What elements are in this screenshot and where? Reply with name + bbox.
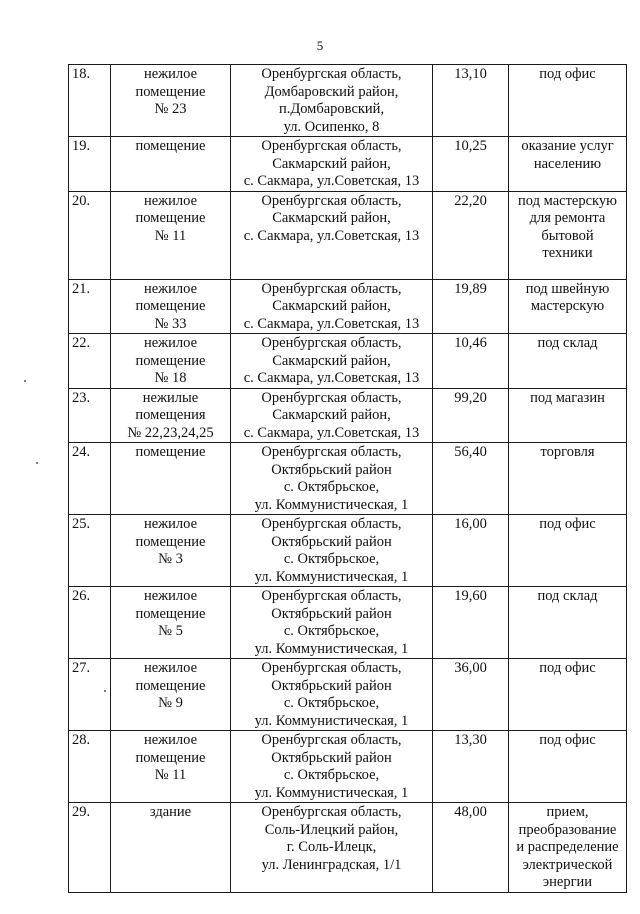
object-address-line: с. Сакмара, ул.Советская, 13 bbox=[243, 315, 420, 332]
property-table-body bbox=[69, 65, 627, 893]
object-address-line: с. Сакмара, ул.Советская, 13 bbox=[243, 227, 420, 244]
table-row bbox=[69, 191, 627, 279]
object-address-line: Оренбургская область, bbox=[261, 732, 402, 748]
table-row bbox=[69, 279, 627, 334]
scan-speck bbox=[36, 462, 38, 464]
object-area: 22,20 bbox=[433, 191, 509, 279]
object-type-line: помещение bbox=[135, 210, 206, 226]
row-number: 23. bbox=[69, 388, 111, 443]
object-type-line: помещение bbox=[135, 138, 206, 154]
object-address-line: с. Октябрьское, bbox=[283, 695, 380, 711]
object-address-line: Октябрьский район bbox=[271, 461, 392, 478]
object-address-line: Октябрьский район bbox=[271, 533, 392, 550]
object-address-line: с. Сакмара, ул.Советская, 13 bbox=[243, 370, 420, 386]
object-address bbox=[231, 191, 433, 279]
object-type-line: помещение bbox=[135, 352, 206, 369]
object-type bbox=[111, 659, 231, 731]
object-type bbox=[111, 587, 231, 659]
row-number: 24. bbox=[69, 443, 111, 515]
object-purpose bbox=[509, 659, 627, 731]
row-number: 22. bbox=[69, 334, 111, 389]
object-type-line: помещение bbox=[135, 298, 206, 314]
row-number: 26. bbox=[69, 587, 111, 659]
object-address-line: Оренбургская область, bbox=[261, 588, 402, 604]
object-area: 48,00 bbox=[433, 803, 509, 893]
object-address-line: Оренбургская область, bbox=[261, 335, 402, 351]
object-address-line: Октябрьский район bbox=[271, 749, 392, 766]
table-row bbox=[69, 388, 627, 443]
object-address-line: ул. Коммунистическая, 1 bbox=[254, 712, 409, 729]
object-address bbox=[231, 388, 433, 443]
object-address-line: с. Октябрьское, bbox=[283, 479, 380, 495]
object-type-line: № 22,23,24,25 bbox=[127, 424, 214, 441]
object-purpose bbox=[509, 191, 627, 279]
object-address-line: с. Сакмара, ул.Советская, 13 bbox=[243, 424, 420, 441]
object-address bbox=[231, 334, 433, 389]
object-purpose bbox=[509, 388, 627, 443]
object-address-line: ул. Коммунистическая, 1 bbox=[254, 640, 409, 657]
object-type-line: нежилое bbox=[143, 588, 198, 604]
object-address-line: с. Октябрьское, bbox=[283, 623, 380, 639]
row-number: 18. bbox=[69, 65, 111, 137]
scan-speck bbox=[104, 690, 106, 692]
object-type-line: № 18 bbox=[154, 370, 187, 386]
object-type-line: нежилое bbox=[143, 280, 198, 297]
object-area: 13,30 bbox=[433, 731, 509, 803]
object-address-line: ул. Коммунистическая, 1 bbox=[254, 568, 409, 585]
object-type-line: помещение bbox=[135, 533, 206, 550]
object-purpose-line: под мастерскую bbox=[518, 192, 617, 209]
object-type-line: нежилое bbox=[143, 660, 198, 676]
object-purpose-line: под склад bbox=[537, 588, 598, 604]
object-area: 36,00 bbox=[433, 659, 509, 731]
object-address-line: с. Октябрьское, bbox=[283, 551, 380, 567]
object-purpose-line: под швейную bbox=[525, 280, 610, 297]
object-type-line: помещения bbox=[135, 407, 206, 423]
object-type-line: помещение bbox=[135, 444, 206, 460]
object-address-line: Оренбургская область, bbox=[261, 444, 402, 460]
object-type-line: нежилые bbox=[142, 389, 199, 406]
table-row bbox=[69, 515, 627, 587]
object-purpose-line: торговля bbox=[540, 444, 595, 460]
object-address-line: Сакмарский район, bbox=[272, 155, 391, 172]
object-address-line: ул. Осипенко, 8 bbox=[283, 118, 380, 135]
object-type-line: нежилое bbox=[143, 732, 198, 748]
object-address-line: г. Соль-Илецк, bbox=[286, 839, 377, 855]
object-purpose-line: и распределение bbox=[516, 839, 619, 855]
object-purpose-line: под офис bbox=[539, 66, 596, 82]
object-type-line: помещение bbox=[135, 749, 206, 766]
object-type bbox=[111, 334, 231, 389]
object-type bbox=[111, 137, 231, 192]
object-purpose-line: техники bbox=[542, 245, 593, 261]
object-type bbox=[111, 515, 231, 587]
object-type-line: № 11 bbox=[154, 767, 187, 783]
object-purpose-line: преобразование bbox=[518, 821, 617, 838]
row-number: 20. bbox=[69, 191, 111, 279]
object-area: 99,20 bbox=[433, 388, 509, 443]
table-row bbox=[69, 334, 627, 389]
object-address-line: Оренбургская область, bbox=[261, 280, 402, 297]
object-type bbox=[111, 191, 231, 279]
object-type bbox=[111, 803, 231, 893]
object-purpose bbox=[509, 515, 627, 587]
object-address-line: Сакмарский район, bbox=[272, 407, 391, 423]
object-purpose bbox=[509, 587, 627, 659]
object-type-line: № 33 bbox=[154, 315, 187, 332]
object-address-line: ул. Коммунистическая, 1 bbox=[254, 496, 409, 513]
object-type-line: № 11 bbox=[154, 227, 187, 244]
object-purpose bbox=[509, 803, 627, 893]
object-type-line: № 9 bbox=[158, 695, 183, 711]
row-number: 27. bbox=[69, 659, 111, 731]
object-address bbox=[231, 515, 433, 587]
object-type-line: нежилое bbox=[143, 335, 198, 351]
object-address-line: Оренбургская область, bbox=[261, 192, 402, 209]
object-address-line: с. Октябрьское, bbox=[283, 767, 380, 783]
object-address-line: с. Сакмара, ул.Советская, 13 bbox=[243, 173, 420, 189]
object-type-line: № 5 bbox=[158, 623, 183, 639]
object-purpose-line: под офис bbox=[539, 660, 596, 676]
table-row bbox=[69, 731, 627, 803]
table-row bbox=[69, 803, 627, 893]
object-purpose bbox=[509, 443, 627, 515]
object-purpose-line: под офис bbox=[539, 516, 596, 532]
object-type-line: помещение bbox=[135, 83, 206, 100]
object-area: 16,00 bbox=[433, 515, 509, 587]
object-type bbox=[111, 731, 231, 803]
object-type-line: № 3 bbox=[158, 551, 183, 567]
object-purpose bbox=[509, 334, 627, 389]
object-purpose bbox=[509, 731, 627, 803]
object-address-line: Оренбургская область, bbox=[261, 389, 402, 406]
table-row bbox=[69, 587, 627, 659]
row-number: 25. bbox=[69, 515, 111, 587]
object-area: 10,46 bbox=[433, 334, 509, 389]
object-address bbox=[231, 587, 433, 659]
object-type bbox=[111, 65, 231, 137]
object-area: 56,40 bbox=[433, 443, 509, 515]
object-purpose-line: мастерскую bbox=[530, 298, 605, 314]
object-purpose-line: под магазин bbox=[530, 389, 605, 406]
object-address bbox=[231, 659, 433, 731]
object-purpose bbox=[509, 279, 627, 334]
object-address-line: ул. Коммунистическая, 1 bbox=[254, 784, 409, 801]
property-table bbox=[68, 64, 627, 893]
object-area: 19,60 bbox=[433, 587, 509, 659]
object-address-line: Домбаровский район, bbox=[264, 83, 399, 100]
object-address bbox=[231, 279, 433, 334]
object-type bbox=[111, 443, 231, 515]
object-address-line: Соль-Илецкий район, bbox=[264, 821, 399, 838]
object-address-line: Оренбургская область, bbox=[261, 138, 402, 154]
object-type bbox=[111, 388, 231, 443]
object-address bbox=[231, 803, 433, 893]
object-area: 19,89 bbox=[433, 279, 509, 334]
object-purpose-line: под склад bbox=[537, 335, 598, 351]
object-address-line: Оренбургская область, bbox=[261, 660, 402, 676]
object-address-line: Оренбургская область, bbox=[261, 66, 402, 82]
object-type-line: нежилое bbox=[143, 66, 198, 82]
object-address-line: Октябрьский район bbox=[271, 605, 392, 622]
object-address-line: Сакмарский район, bbox=[272, 352, 391, 369]
object-address bbox=[231, 731, 433, 803]
object-address-line: ул. Ленинградская, 1/1 bbox=[261, 856, 402, 873]
object-purpose-line: для ремонта bbox=[529, 210, 606, 226]
object-type-line: помещение bbox=[135, 677, 206, 694]
object-address bbox=[231, 443, 433, 515]
object-purpose bbox=[509, 137, 627, 192]
object-type-line: нежилое bbox=[143, 516, 198, 532]
object-area: 10,25 bbox=[433, 137, 509, 192]
object-purpose-line: энергии bbox=[542, 874, 593, 890]
object-purpose bbox=[509, 65, 627, 137]
row-number: 19. bbox=[69, 137, 111, 192]
object-purpose-line: прием, bbox=[546, 804, 589, 820]
table-row bbox=[69, 659, 627, 731]
object-address-line: Оренбургская область, bbox=[261, 516, 402, 532]
object-address-line: Октябрьский район bbox=[271, 677, 392, 694]
object-address-line: Сакмарский район, bbox=[272, 210, 391, 226]
table-row bbox=[69, 137, 627, 192]
object-purpose-line: населению bbox=[533, 155, 602, 172]
object-address bbox=[231, 65, 433, 137]
object-purpose-line: бытовой bbox=[541, 227, 594, 244]
row-number: 21. bbox=[69, 279, 111, 334]
object-purpose-line: электрической bbox=[522, 856, 613, 873]
object-address-line: Сакмарский район, bbox=[272, 298, 391, 314]
scan-speck bbox=[24, 380, 26, 382]
page-number: 5 bbox=[316, 38, 324, 53]
object-purpose-line: оказание услуг bbox=[521, 138, 614, 154]
row-number: 28. bbox=[69, 731, 111, 803]
table-row bbox=[69, 443, 627, 515]
object-address-line: п.Домбаровский, bbox=[278, 101, 385, 117]
object-type bbox=[111, 279, 231, 334]
object-type-line: здание bbox=[149, 804, 192, 820]
object-type-line: помещение bbox=[135, 605, 206, 622]
row-number: 29. bbox=[69, 803, 111, 893]
object-type-line: № 23 bbox=[154, 101, 187, 117]
object-purpose-line: под офис bbox=[539, 732, 596, 748]
object-address bbox=[231, 137, 433, 192]
object-type-line: нежилое bbox=[143, 192, 198, 209]
object-address-line: Оренбургская область, bbox=[261, 804, 402, 820]
object-area: 13,10 bbox=[433, 65, 509, 137]
table-row bbox=[69, 65, 627, 137]
